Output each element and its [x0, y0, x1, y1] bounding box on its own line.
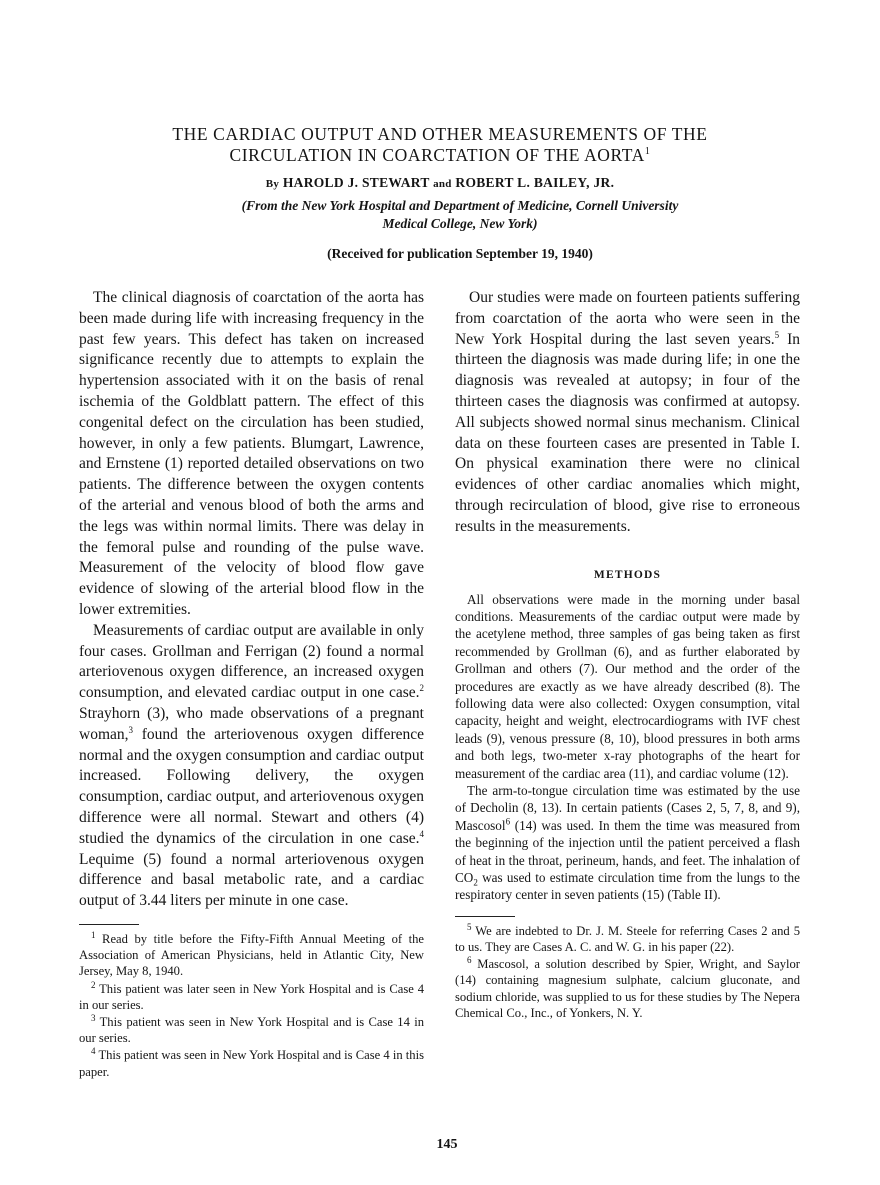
author-line [0, 174, 880, 193]
studies-paragraph: Our studies were made on fourteen patients suffering from coarctation of the aorta who were seen in the New York Hospital during the last seven years.$^5$ In thirteen the diagnosis was made during life; in one the diagnosis was revealed at autopsy; in four of the thirteen cases the diagnosis was confirmed at autopsy. All subjects showed normal sinus mechanism. Clinical data on these fourteen cases are presented in Table I. On physical examination there were no clinical evidences of other cardiac anomalies which might, through recirculation of blood, give rise to erroneous results in the measurements. [455, 289, 800, 535]
methods-paragraph-2: The arm-to-tongue circulation time was estimated by the use of Decholin (8, 13). In certain patients (Cases 2, 5, 7, 8, and 9), Mascosol$^6$ (14) was used. In them the time was measured from the beginning of the injection until the patient perceived a flash of heat in the throat, perineum, hands, and feet. The inhalation of $CO_2$ was used to estimate circulation time from the lungs to the respiratory center in seven patients (15) (Table II). [455, 783, 800, 903]
article-title [0, 124, 880, 166]
page-number-footer [0, 1137, 880, 1153]
footnote-ref-4: 4 [419, 828, 424, 839]
affiliation-line-2: Medical College, New York) [382, 216, 538, 231]
methods-paragraph-1: All observations were made in the morning under basal conditions. Measurements of the cardiac output were made by the acetylene method, three samples of gas being taken as first recommended by Grollman (6), and as further elaborated by Grollman and others (7). Our method and the order of the procedures are exactly as we have already described (8). The following data were also collected: Oxygen consumption, vital capacity, height and weight, electrocardiograms with IVF chest leads (9), venous pressure (8, 10), blood pressures in both arms and both legs, two-meter x-ray photographs of the heart for measurement of the cardiac area (11), and cardiac volume (12). [455, 591, 800, 781]
affiliation-line-1: (From the New York Hospital and Department of Medicine, Cornell University [241, 198, 679, 213]
footnote-divider [455, 916, 515, 917]
author-1: HAROLD J. STEWART [282, 175, 430, 190]
footnote-ref-3: 3 [128, 724, 134, 735]
author-2: ROBERT L. BAILEY, JR. [455, 175, 615, 190]
footnote-6: $^6$ Mascosol, a solution described by Spier, Wright, and Saylor (14) containing magnesium sulphate, calcium gluconate, and sodium chloride, was supplied to us for these studies by The Nepera Chemical Co., Inc., of Yonkers, N. Y. [455, 955, 800, 1020]
right-column [455, 288, 800, 1021]
affiliation [0, 197, 880, 233]
footnote-ref-6: 6 [505, 816, 511, 827]
by-label: By [265, 178, 280, 190]
intro-paragraph-2: Measurements of cardiac output are available in only four cases. Grollman and Ferrigan (2) found a normal arteriovenous oxygen difference, an increased oxygen consumption, and elevated cardiac output in one case.$^2$ Strayhorn (3), who made observations of a pregnant woman,$^3$ found the arteriovenous oxygen difference normal and the oxygen consumption and cardiac output increased. Following delivery, the oxygen consumption, cardiac output, and arteriovenous oxygen difference were all normal. Stewart and others (4) studied the dynamics of the circulation in one case.$^4$ Lequime (5) found a normal arteriovenous oxygen difference and basal metabolic rate, and a cardiac output of 3.44 liters per minute in one case. [79, 621, 424, 910]
title-footnote-marker: 1 [644, 146, 651, 158]
footnote-divider [79, 924, 139, 925]
page-number: 145 [436, 1137, 458, 1152]
footnote-3: $^3$ This patient was seen in New York Hospital and is Case 14 in our series. [79, 1012, 424, 1046]
footnote-ref-5: 5 [774, 329, 780, 340]
co2-subscript: 2 [473, 877, 478, 888]
received-date: (Received for publication September 19, 1940) [327, 246, 593, 261]
methods-heading: METHODS [593, 568, 662, 581]
right-footnotes [455, 923, 800, 1021]
title-line-2: CIRCULATION IN COARCTATION OF THE AORTA [229, 145, 645, 165]
left-column [79, 288, 424, 1080]
article-header [0, 124, 880, 262]
intro-paragraph-1: The clinical diagnosis of coarctation of the aorta has been made during life with increasing frequency in the past few years. This defect has taken on increased significance recently due to attempts to explain the hypertension associated with it on the basis of renal ischemia of the Goldblatt pattern. The effect of this congenital defect on the circulation has been studied, however, in only a few patients. Blumgart, Lawrence, and Ernstene (1) reported detailed observations on two patients. The difference between the oxygen contents of the arterial and venous blood of both the arms and the legs was within normal limits. There was delay in the femoral pulse and rounding of the pulse wave. Measurement of the velocity of blood flow gave evidence of slowing of the arterial blood flow in the lower extremities. [79, 289, 424, 618]
footnote-4: $^4$ This patient was seen in New York Hospital and is Case 4 in this paper. [79, 1046, 424, 1079]
left-footnotes [79, 931, 424, 1080]
footnote-ref-2: 2 [419, 682, 424, 693]
title-line-1: THE CARDIAC OUTPUT AND OTHER MEASUREMENTS OF THE [172, 124, 708, 144]
footnote-2: $^2$ This patient was later seen in New York Hospital and is Case 4 in our series. [79, 979, 424, 1012]
footnote-5: $^5$ We are indebted to Dr. J. M. Steele for referring Cases 2 and 5 to us. They are Cases A. C. and W. G. in his paper (22). [455, 921, 800, 955]
footnote-1: $^1$ Read by title before the Fifty-Fifth Annual Meeting of the Association of American Physicians, held in Atlantic City, New Jersey, May 8, 1940. [79, 929, 424, 979]
and-label: and [433, 178, 452, 190]
